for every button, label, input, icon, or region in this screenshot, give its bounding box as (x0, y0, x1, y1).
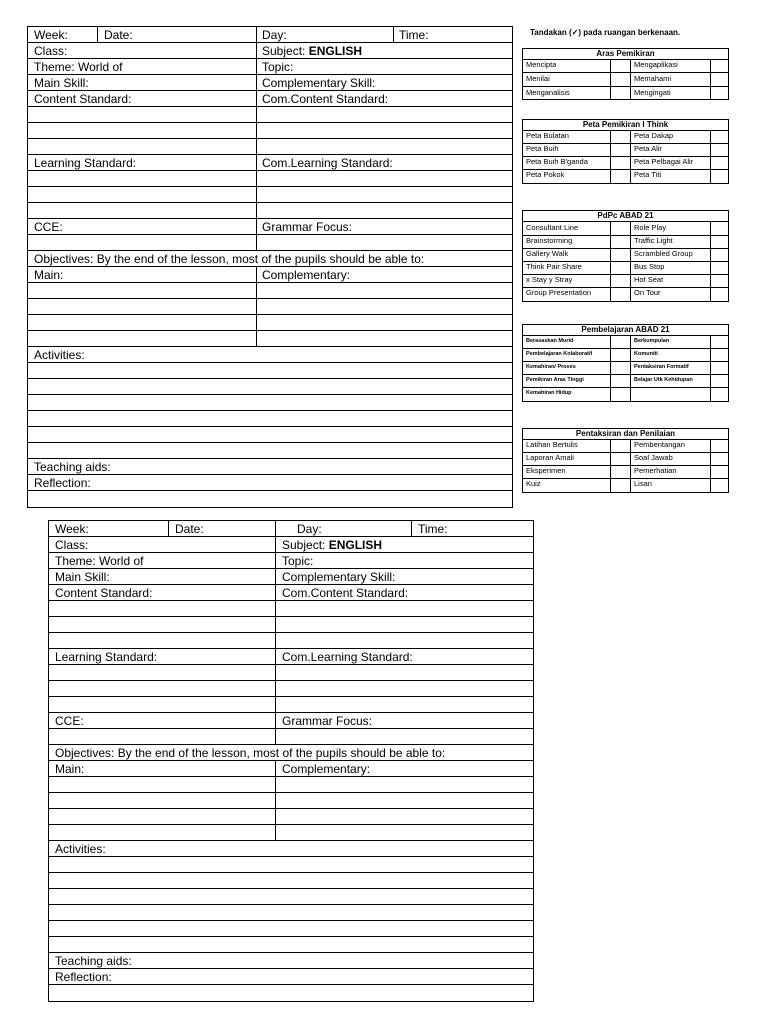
table-cell: Group Presentation (526, 288, 592, 297)
grammar-focus-label: Grammar Focus: (262, 220, 353, 234)
reflection-label: Reflection: (55, 970, 112, 984)
learning-standard-label: Learning Standard: (34, 156, 137, 170)
table-cell: Peta Dakap (634, 131, 674, 140)
content-standard-label: Content Standard: (34, 92, 132, 106)
cce-label: CCE: (55, 714, 84, 728)
table-cell: Peta Pelbagai Alir (634, 157, 694, 166)
day-label: Day: (297, 522, 322, 536)
com-content-standard-label: Com.Content Standard: (262, 92, 389, 106)
activities-label: Activities: (34, 348, 85, 362)
complementary-objective-label: Complementary: (262, 268, 351, 282)
table-title: Aras Pemikiran (523, 49, 728, 60)
pentaksiran-table (522, 428, 729, 493)
date-label: Date: (175, 522, 204, 536)
table-cell: Think Pair Share (526, 262, 582, 271)
table-title: Pentaksiran dan Penilaian (523, 429, 728, 440)
cce-label: CCE: (34, 220, 63, 234)
table-cell: Gallery Walk (526, 249, 569, 258)
table-cell: Lisan (634, 479, 652, 488)
theme-label: Theme: World of (55, 554, 144, 568)
week-label: Week: (55, 522, 89, 536)
table-cell: Peta Titi (634, 170, 662, 179)
table-cell: Berasaskan Murid (526, 338, 574, 344)
theme-label: Theme: World of (34, 60, 123, 74)
table-cell: Peta Bulatan (526, 131, 569, 140)
table-cell: Consultant Line (526, 223, 579, 232)
checklist-instruction: Tandakan (✓) pada ruangan berkenaan. (530, 28, 681, 37)
table-cell: Role Play (634, 223, 667, 232)
table-cell: Mengingati (634, 88, 671, 97)
class-label: Class: (34, 44, 68, 58)
table-title: PdPc ABAD 21 (523, 211, 728, 222)
main-objective-label: Main: (55, 762, 85, 776)
table-cell: Brainstorming (526, 236, 573, 245)
table-cell: Eksperimen (526, 466, 566, 475)
table-cell: Latihan Bertulis (526, 440, 578, 449)
topic-label: Topic: (262, 60, 294, 74)
table-cell: Bus Stop (634, 262, 665, 271)
table-cell: Pentaksiran Formatif (634, 364, 689, 370)
subject-value: ENGLISH (328, 538, 383, 552)
table-cell: Peta Alir (634, 144, 662, 153)
table-cell: Peta Pokok (526, 170, 565, 179)
day-label: Day: (262, 28, 287, 42)
table-cell: Peta Buih B'ganda (526, 157, 588, 166)
com-learning-standard-label: Com.Learning Standard: (262, 156, 393, 170)
table-cell: Kemahiran/ Proses (526, 364, 576, 370)
table-cell: Pembelajaran Kolaboratif (526, 351, 593, 357)
main-objective-label: Main: (34, 268, 64, 282)
main-skill-label: Main Skill: (55, 570, 110, 584)
date-label: Date: (104, 28, 133, 42)
table-cell: Mencipta (526, 60, 557, 69)
table-cell: Pemikiran Aras Tinggi (526, 377, 584, 383)
table-cell: Soal Jawab (634, 453, 673, 462)
teaching-aids-label: Teaching aids: (34, 460, 111, 474)
lesson-plan-form-top (27, 26, 513, 508)
content-standard-label: Content Standard: (55, 586, 153, 600)
table-cell: Mengaplikasi (634, 60, 678, 69)
grammar-focus-label: Grammar Focus: (282, 714, 373, 728)
time-label: Time: (418, 522, 448, 536)
table-cell: Traffic Light (634, 236, 673, 245)
table-cell: Scrambled Group (634, 249, 693, 258)
subject-label: Subject: (262, 44, 306, 58)
subject-field (282, 538, 382, 552)
table-cell: Berkumpulan (634, 338, 670, 344)
topic-label: Topic: (282, 554, 314, 568)
table-cell: Peta Buih (526, 144, 559, 153)
table-cell: Pemerhatian (634, 466, 677, 475)
activities-label: Activities: (55, 842, 106, 856)
objectives-label: Objectives: By the end of the lesson, most of the pupils should be able to: (34, 252, 425, 266)
teaching-aids-label: Teaching aids: (55, 954, 132, 968)
table-cell: On Tour (634, 288, 661, 297)
complementary-skill-label: Complementary Skill: (262, 76, 376, 90)
reflection-label: Reflection: (34, 476, 91, 490)
complementary-objective-label: Complementary: (282, 762, 371, 776)
table-cell: Belajar Utk Kehidupan (634, 377, 693, 383)
table-title: Pembelajaran ABAD 21 (523, 325, 728, 336)
table-cell: Menilai (526, 74, 550, 83)
objectives-label: Objectives: By the end of the lesson, most of the pupils should be able to: (55, 746, 446, 760)
table-cell: Hot Seat (634, 275, 664, 284)
table-cell: Pembentangan (634, 440, 685, 449)
main-skill-label: Main Skill: (34, 76, 89, 90)
com-learning-standard-label: Com.Learning Standard: (282, 650, 413, 664)
week-label: Week: (34, 28, 68, 42)
table-cell: x Stay y Stray (526, 275, 573, 284)
class-label: Class: (55, 538, 89, 552)
lesson-plan-form-bottom (48, 520, 534, 1002)
time-label: Time: (399, 28, 429, 42)
com-content-standard-label: Com.Content Standard: (282, 586, 409, 600)
table-cell: Kuiz (526, 479, 541, 488)
table-cell: Memahami (634, 74, 672, 83)
table-cell: Laporan Amali (526, 453, 574, 462)
subject-field (262, 44, 362, 58)
subject-value: ENGLISH (308, 44, 363, 58)
pdpc-abad-table (522, 210, 729, 302)
aras-pemikiran-table (522, 48, 729, 100)
table-cell: Komuniti (634, 351, 658, 357)
table-title: Peta Pemikiran I Think (523, 120, 728, 131)
table-cell: Menganalisis (526, 88, 570, 97)
learning-standard-label: Learning Standard: (55, 650, 158, 664)
pembelajaran-abad-table (522, 324, 729, 402)
complementary-skill-label: Complementary Skill: (282, 570, 396, 584)
subject-label: Subject: (282, 538, 326, 552)
peta-pemikiran-table (522, 119, 729, 184)
table-cell: Kemahiran Hidup (526, 390, 572, 396)
